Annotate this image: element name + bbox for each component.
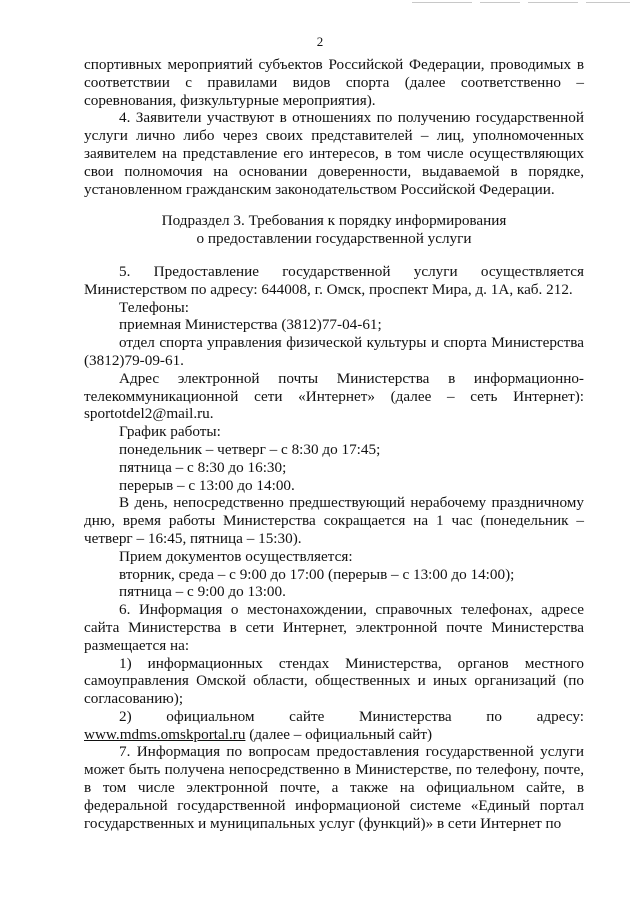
document-body	[84, 56, 584, 832]
page-number: 2	[316, 34, 324, 49]
docs-tue-wed: вторник, среда – с 9:00 до 17:00 (перерыв – с 13:00 до 14:00);	[119, 565, 515, 583]
item-2-suffix: (далее – официальный сайт)	[249, 725, 433, 743]
paragraph-continuation: спортивных мероприятий субъектов Российской Федерации, проводимых в соответствии с правилами видов спорта (далее соответственно – соревнования, физкультурные мероприятия).	[84, 56, 584, 109]
subsection-title-line-1: Подраздел 3. Требования к порядку информирования	[161, 212, 507, 230]
docs-fri: пятница – с 9:00 до 13:00.	[119, 583, 286, 601]
holiday-paragraph: В день, непосредственно предшествующий нерабочему праздничному дню, время работы Министерства сокращается на 1 час (понедельник – четверг – 16:45, пятница – 15:30).	[84, 494, 584, 547]
paragraph-6: 6. Информация о местонахождении, справочных телефонах, адресе сайта Министерства в сети Интернет, электронной почте Министерства размещается на:	[84, 601, 584, 654]
docs-label: Прием документов осуществляется:	[119, 547, 353, 565]
phone-sport-department: отдел спорта управления физической культуры и спорта Министерства (3812)79-09-61.	[84, 334, 584, 369]
paragraph-6-item-1: 1) информационных стендах Министерства, органов местного самоуправления Омской области, общественных и иных организаций (по согласованию);	[84, 654, 584, 708]
schedule-label: График работы:	[119, 423, 221, 441]
email-paragraph: Адрес электронной почты Министерства в информационно-телекоммуникационной сети «Интернет» (далее – сеть Интернет): sportotdel2@mail.ru.	[84, 369, 584, 423]
paragraph-5: 5. Предоставление государственной услуги осуществляется Министерством по адресу: 644008, г. Омск, проспект Мира, д. 1А, каб. 212.	[84, 262, 584, 298]
schedule-mon-thu: понедельник – четверг – с 8:30 до 17:45;	[119, 440, 381, 458]
paragraph-4: 4. Заявители участвуют в отношениях по получению государственной услуги лично либо через своих представителей – лиц, уполномоченных заявителем на представление его интересов, в том числе осуществляющих свои полномочия на основании доверенности, выдаваемой в порядке, установленном гражданским законодательством Российской Федерации.	[84, 109, 584, 198]
phones-label: Телефоны:	[119, 298, 189, 316]
schedule-fri: пятница – с 8:30 до 16:30;	[119, 458, 287, 476]
phone-reception: приемная Министерства (3812)77-04-61;	[119, 316, 382, 334]
item-2-prefix: 2) официальном сайте Министерства по адресу:	[119, 707, 584, 725]
official-site-link[interactable]: www.mdms.omskportal.ru	[84, 725, 246, 743]
paragraph-6-item-2	[84, 708, 584, 744]
subsection-title-line-2: о предоставлении государственной услуги	[196, 230, 472, 248]
paragraph-7: 7. Информация по вопросам предоставления государственной услуги может быть получена непосредственно в Министерстве, по телефону, почте, в том числе электронной почте, а также на официальном сайте, в федеральной государственной информационой системе «Единый портал государственных и муниципальных услуг (функций)» в сети Интернет по	[84, 743, 584, 832]
schedule-break: перерыв – с 13:00 до 14:00.	[119, 476, 295, 494]
scan-artifact-lines	[412, 2, 632, 8]
